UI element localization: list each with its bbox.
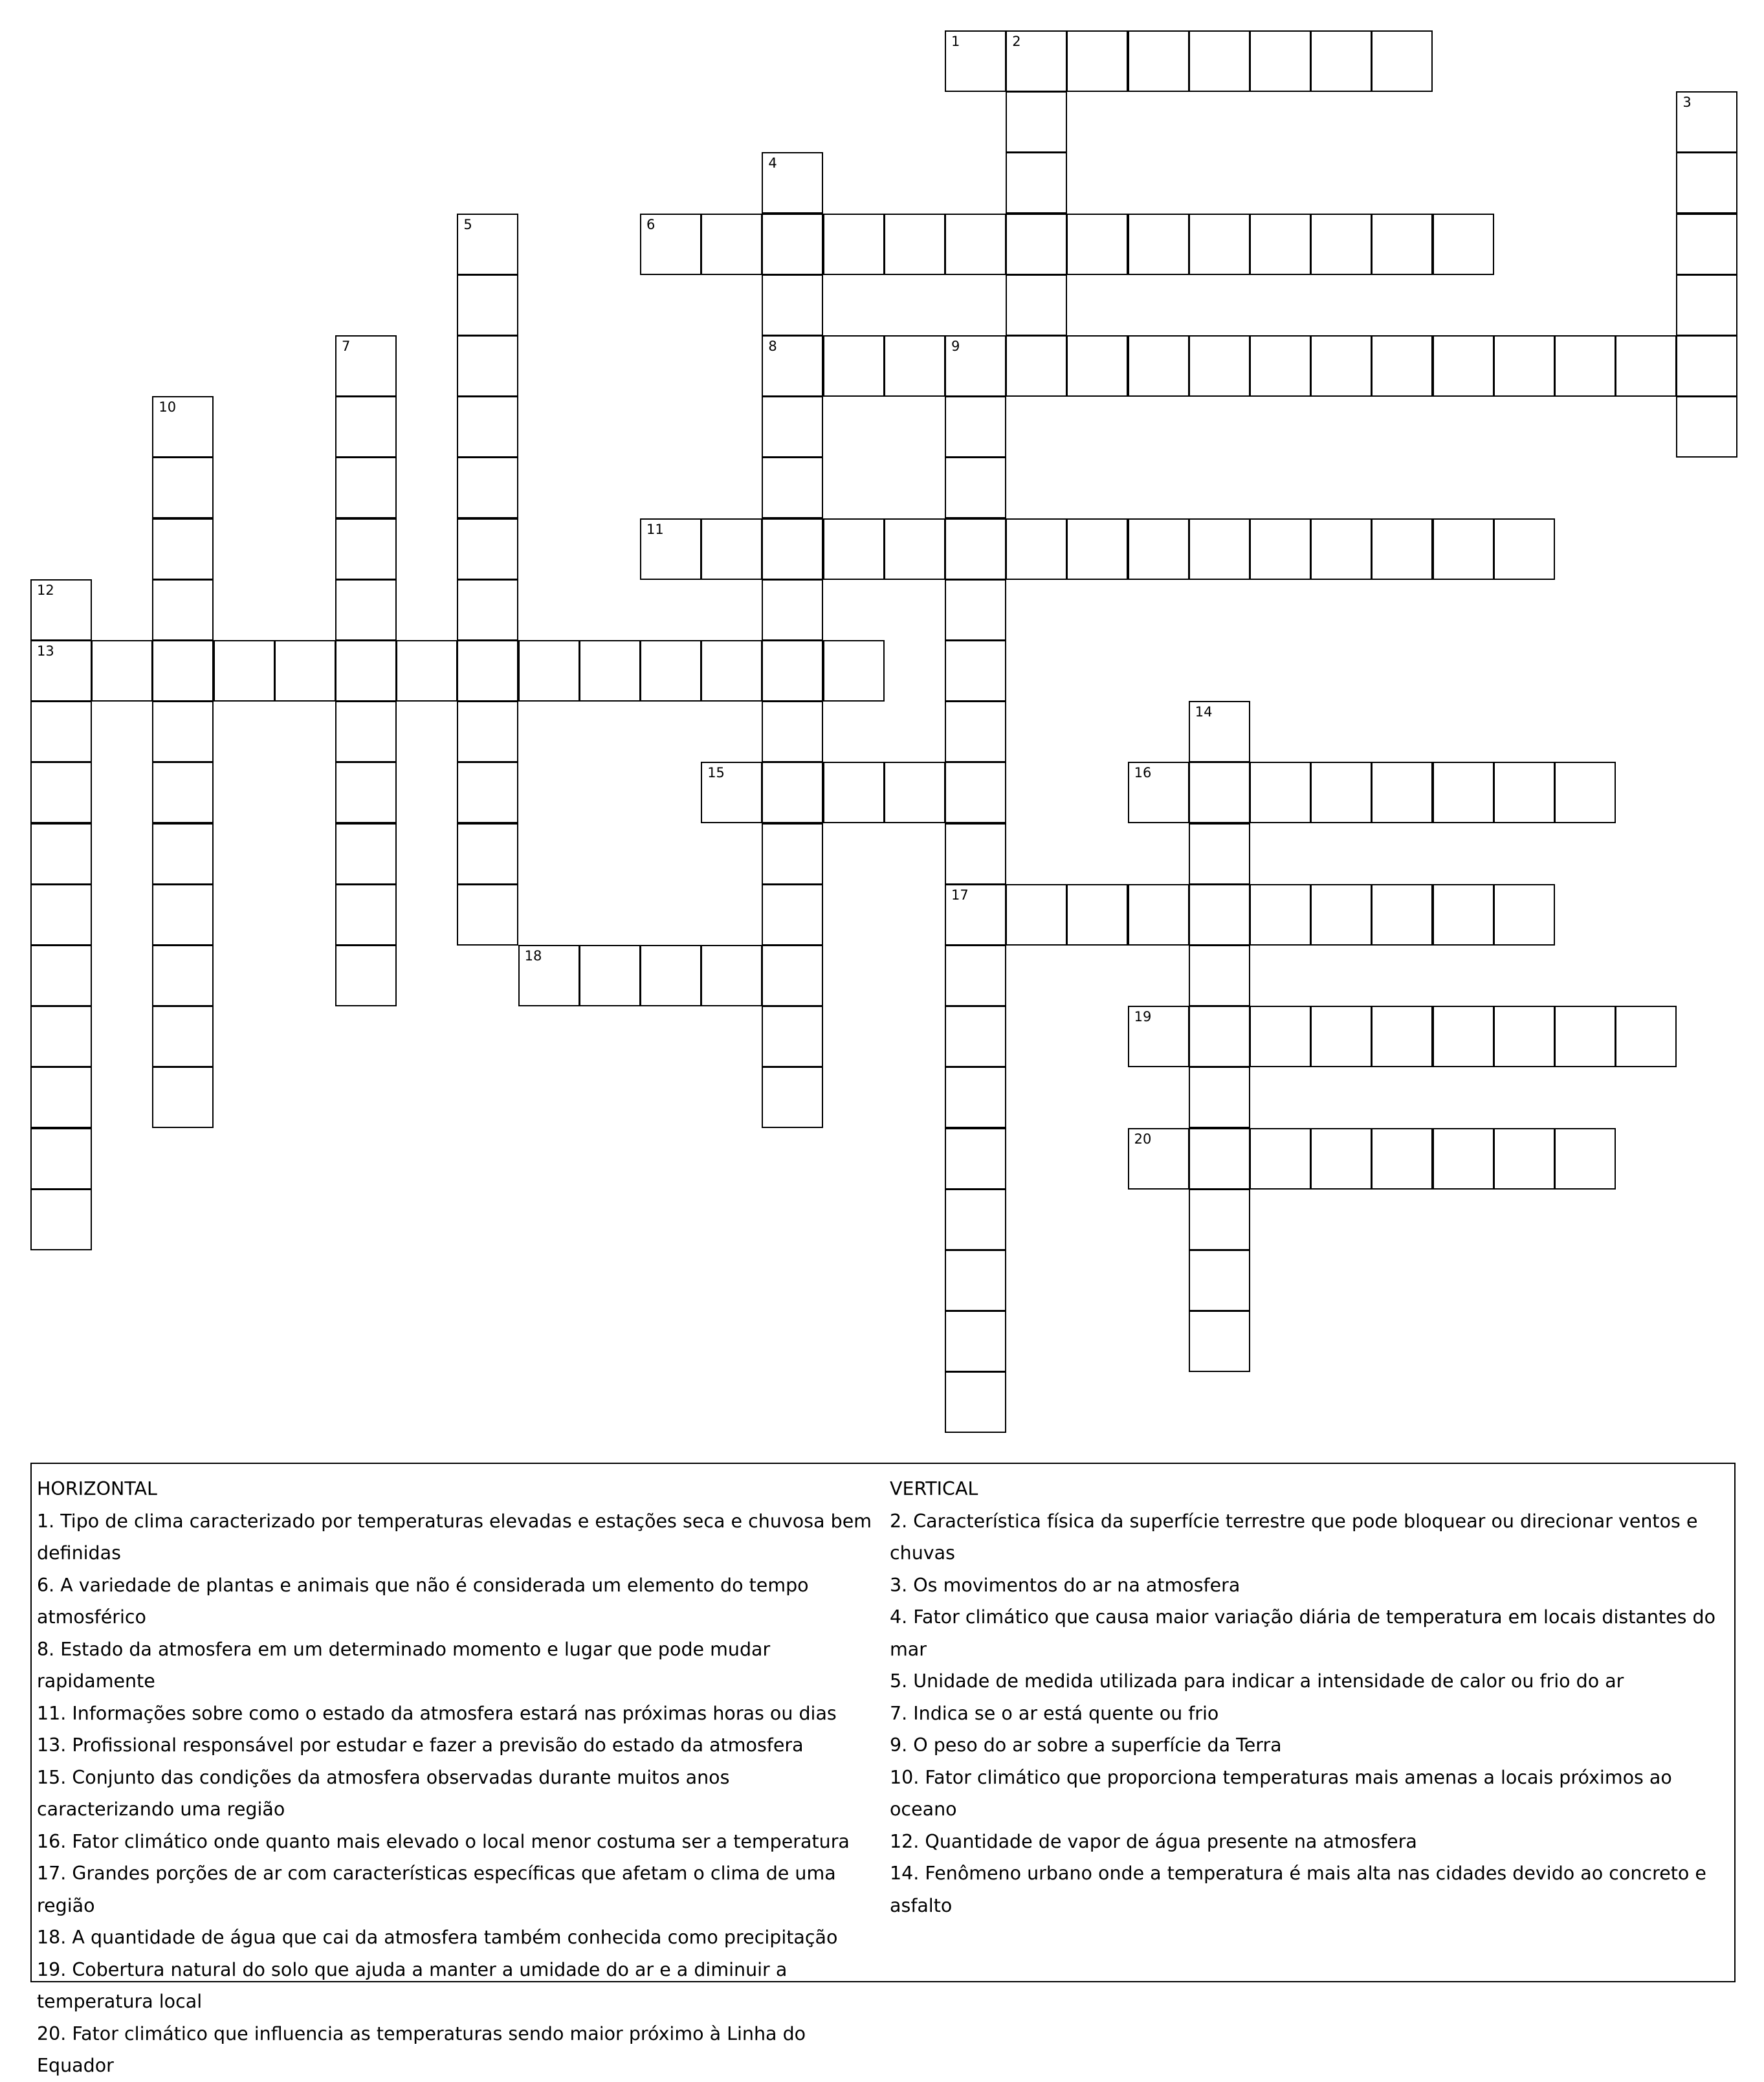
grid-cell[interactable] xyxy=(152,884,214,946)
grid-cell[interactable] xyxy=(1433,214,1494,275)
clue-number: 15 xyxy=(707,765,725,781)
clue-across-11: 11. Informações sobre como o estado da atmosfera estará nas próximas horas ou dias xyxy=(37,1702,837,1724)
grid-cell[interactable] xyxy=(335,396,397,458)
clue-across-13: 13. Profissional responsável por estudar e fazer a previsão do estado da atmosfera xyxy=(37,1734,804,1756)
grid-cell[interactable] xyxy=(1615,335,1677,397)
clue-number: 2 xyxy=(1012,34,1021,49)
grid-cell[interactable] xyxy=(640,214,701,275)
grid-cell[interactable] xyxy=(335,823,397,885)
grid-cell[interactable] xyxy=(1006,274,1067,336)
grid-cell[interactable] xyxy=(1433,1128,1494,1190)
grid-cell[interactable] xyxy=(1310,1006,1372,1067)
grid-cell[interactable] xyxy=(335,640,397,702)
grid-cell[interactable] xyxy=(457,457,518,518)
grid-cell[interactable] xyxy=(396,640,458,702)
grid-cell[interactable] xyxy=(1250,762,1311,823)
grid-cell[interactable] xyxy=(30,579,92,641)
grid-cell[interactable] xyxy=(1006,335,1067,397)
clue-number: 20 xyxy=(1134,1131,1152,1147)
grid-cell[interactable] xyxy=(1433,518,1494,580)
clue-across-1: 1. Tipo de clima caracterizado por temperaturas elevadas e estações seca e chuvosa bem definidas xyxy=(37,1510,872,1564)
grid-cell[interactable] xyxy=(945,30,1006,92)
clues-panel xyxy=(30,1463,1736,2076)
grid-cell[interactable] xyxy=(1189,30,1250,92)
clue-across-18: 18. A quantidade de água que cai da atmosfera também conhecida como precipitação xyxy=(37,1927,838,1948)
grid-cell[interactable] xyxy=(640,518,701,580)
grid-cell[interactable] xyxy=(945,518,1006,580)
clue-down-2: 2. Característica física da superfície terrestre que pode bloquear ou direcionar ventos e chuvas xyxy=(890,1510,1698,1564)
grid-cell[interactable] xyxy=(823,518,885,580)
grid-cell[interactable] xyxy=(152,640,214,702)
grid-cell[interactable] xyxy=(30,640,92,702)
clue-number: 3 xyxy=(1682,94,1692,111)
grid-cell[interactable] xyxy=(1310,884,1372,946)
grid-cell[interactable] xyxy=(1371,214,1433,275)
grid-cell[interactable] xyxy=(335,518,397,580)
grid-cell[interactable] xyxy=(152,762,214,823)
grid-cell[interactable] xyxy=(335,945,397,1006)
grid-cell[interactable] xyxy=(1371,762,1433,823)
grid-cell[interactable] xyxy=(701,214,762,275)
grid-cell[interactable] xyxy=(945,1006,1006,1067)
grid-cell[interactable] xyxy=(1676,214,1737,275)
grid-cell[interactable] xyxy=(884,214,945,275)
grid-cell[interactable] xyxy=(1676,152,1737,214)
grid-cell[interactable] xyxy=(1189,1128,1250,1190)
grid-cell[interactable] xyxy=(518,640,580,702)
grid-cell[interactable] xyxy=(1676,335,1737,397)
clue-across-16: 16. Fator climático onde quanto mais elevado o local menor costuma ser a temperatura xyxy=(37,1830,850,1852)
grid-cell[interactable] xyxy=(1494,1128,1555,1190)
grid-cell[interactable] xyxy=(1189,214,1250,275)
grid-cell[interactable] xyxy=(30,1128,92,1190)
grid-cell[interactable] xyxy=(945,214,1006,275)
grid-cell[interactable] xyxy=(457,884,518,946)
grid-cell[interactable] xyxy=(457,579,518,641)
clue-number: 13 xyxy=(37,643,54,659)
clue-across-17: 17. Grandes porções de ar com características específicas que afetam o clima de uma região xyxy=(37,1863,836,1916)
grid-cell[interactable] xyxy=(1371,335,1433,397)
grid-cell[interactable] xyxy=(945,1311,1006,1372)
grid-cell[interactable] xyxy=(945,1371,1006,1433)
grid-cell[interactable] xyxy=(457,701,518,762)
grid-cell[interactable] xyxy=(1128,214,1189,275)
grid-cell[interactable] xyxy=(1554,1006,1616,1067)
grid-cell[interactable] xyxy=(457,396,518,458)
grid-cell[interactable] xyxy=(1189,701,1250,762)
grid-cell[interactable] xyxy=(945,1128,1006,1190)
grid-cell[interactable] xyxy=(1189,518,1250,580)
grid-cell[interactable] xyxy=(1128,30,1189,92)
grid-cell[interactable] xyxy=(335,579,397,641)
grid-cell[interactable] xyxy=(152,701,214,762)
grid-cell[interactable] xyxy=(457,518,518,580)
grid-cell[interactable] xyxy=(945,701,1006,762)
grid-cell[interactable] xyxy=(1006,884,1067,946)
grid-cell[interactable] xyxy=(701,762,762,823)
grid-cell[interactable] xyxy=(1250,884,1311,946)
clue-number: 8 xyxy=(768,338,777,354)
grid-cell[interactable] xyxy=(152,945,214,1006)
grid-cell[interactable] xyxy=(457,335,518,397)
grid-cell[interactable] xyxy=(1310,1128,1372,1190)
grid-cell[interactable] xyxy=(1250,518,1311,580)
grid-cell[interactable] xyxy=(152,457,214,518)
grid-cell[interactable] xyxy=(152,579,214,641)
grid-cell[interactable] xyxy=(1006,152,1067,214)
grid-cell[interactable] xyxy=(457,823,518,885)
grid-cell[interactable] xyxy=(579,945,641,1006)
grid-cell[interactable] xyxy=(945,640,1006,702)
grid-cell[interactable] xyxy=(1250,1128,1311,1190)
grid-cell[interactable] xyxy=(762,762,823,823)
grid-cell[interactable] xyxy=(1371,1128,1433,1190)
grid-cell[interactable] xyxy=(1433,884,1494,946)
clue-across-15: 15. Conjunto das condições da atmosfera observadas durante muitos anos caracterizando uma região xyxy=(37,1766,730,1820)
grid-cell[interactable] xyxy=(884,762,945,823)
grid-cell[interactable] xyxy=(1189,1311,1250,1372)
grid-cell[interactable] xyxy=(335,457,397,518)
grid-cell[interactable] xyxy=(1371,30,1433,92)
grid-cell[interactable] xyxy=(30,701,92,762)
clue-across-6: 6. A variedade de plantas e animais que não é considerada um elemento do tempo atmosférico xyxy=(37,1574,809,1628)
grid-cell[interactable] xyxy=(1494,884,1555,946)
grid-cell[interactable] xyxy=(30,1006,92,1067)
clue-number: 4 xyxy=(768,155,777,172)
grid-cell[interactable] xyxy=(945,945,1006,1006)
clue-across-20: 20. Fator climático que influencia as temperaturas sendo maior próximo à Linha do Equador xyxy=(37,2022,806,2076)
grid-cell[interactable] xyxy=(1189,1006,1250,1067)
grid-cell[interactable] xyxy=(518,945,580,1006)
clue-down-3: 3. Os movimentos do ar na atmosfera xyxy=(890,1574,1240,1596)
grid-cell[interactable] xyxy=(152,518,214,580)
grid-cell[interactable] xyxy=(945,1250,1006,1311)
grid-cell[interactable] xyxy=(762,1006,823,1067)
grid-cell[interactable] xyxy=(1189,335,1250,397)
grid-cell[interactable] xyxy=(1371,1006,1433,1067)
grid-cell[interactable] xyxy=(1250,214,1311,275)
grid-cell[interactable] xyxy=(214,640,275,702)
grid-cell[interactable] xyxy=(1494,762,1555,823)
grid-cell[interactable] xyxy=(1554,762,1616,823)
clue-number: 10 xyxy=(159,399,177,415)
grid-cell[interactable] xyxy=(457,214,518,275)
grid-cell[interactable] xyxy=(335,335,397,397)
grid-cell[interactable] xyxy=(1310,335,1372,397)
vertical-clues xyxy=(890,1473,1731,1921)
grid-cell[interactable] xyxy=(1066,518,1128,580)
clue-number: 6 xyxy=(646,216,656,232)
grid-cell[interactable] xyxy=(335,762,397,823)
grid-cell[interactable] xyxy=(762,640,823,702)
grid-cell[interactable] xyxy=(1250,335,1311,397)
grid-cell[interactable] xyxy=(30,945,92,1006)
grid-cell[interactable] xyxy=(762,457,823,518)
grid-cell[interactable] xyxy=(1676,91,1737,153)
clue-number: 19 xyxy=(1134,1009,1152,1025)
grid-cell[interactable] xyxy=(1494,335,1555,397)
clue-number: 12 xyxy=(37,582,54,598)
clue-number: 7 xyxy=(342,338,351,354)
grid-cell[interactable] xyxy=(1250,30,1311,92)
grid-cell[interactable] xyxy=(945,884,1006,946)
grid-cell[interactable] xyxy=(945,1189,1006,1250)
grid-cell[interactable] xyxy=(1189,884,1250,946)
clue-down-7: 7. Indica se o ar está quente ou frio xyxy=(890,1702,1219,1724)
grid-cell[interactable] xyxy=(823,335,885,397)
grid-cell[interactable] xyxy=(1310,518,1372,580)
clue-down-12: 12. Quantidade de vapor de água presente na atmosfera xyxy=(890,1830,1417,1852)
grid-cell[interactable] xyxy=(762,335,823,397)
grid-cell[interactable] xyxy=(1433,762,1494,823)
clue-down-5: 5. Unidade de medida utilizada para indicar a intensidade de calor ou frio do ar xyxy=(890,1670,1624,1692)
grid-cell[interactable] xyxy=(1189,762,1250,823)
grid-cell[interactable] xyxy=(457,762,518,823)
clue-across-8: 8. Estado da atmosfera em um determinado momento e lugar que pode mudar rapidamente xyxy=(37,1638,771,1692)
grid-cell[interactable] xyxy=(1494,518,1555,580)
grid-cell[interactable] xyxy=(762,518,823,580)
grid-cell[interactable] xyxy=(1128,1006,1189,1067)
grid-cell[interactable] xyxy=(1615,1006,1677,1067)
grid-cell[interactable] xyxy=(1554,335,1616,397)
grid-cell[interactable] xyxy=(640,945,701,1006)
grid-cell[interactable] xyxy=(762,884,823,946)
grid-cell[interactable] xyxy=(1250,1006,1311,1067)
grid-cell[interactable] xyxy=(274,640,336,702)
grid-cell[interactable] xyxy=(1006,214,1067,275)
grid-cell[interactable] xyxy=(1006,518,1067,580)
grid-cell[interactable] xyxy=(762,701,823,762)
grid-cell[interactable] xyxy=(30,762,92,823)
clue-number: 9 xyxy=(951,338,960,354)
grid-cell[interactable] xyxy=(1433,335,1494,397)
grid-cell[interactable] xyxy=(335,884,397,946)
grid-cell[interactable] xyxy=(1676,274,1737,336)
grid-cell[interactable] xyxy=(762,945,823,1006)
grid-cell[interactable] xyxy=(152,396,214,458)
grid-cell[interactable] xyxy=(1189,823,1250,885)
grid-cell[interactable] xyxy=(1128,884,1189,946)
grid-cell[interactable] xyxy=(762,396,823,458)
clue-across-19: 19. Cobertura natural do solo que ajuda a manter a umidade do ar e a diminuir a temperatura local xyxy=(37,1958,788,2012)
grid-cell[interactable] xyxy=(1006,91,1067,153)
clue-number: 11 xyxy=(646,521,664,537)
grid-cell[interactable] xyxy=(1310,30,1372,92)
clue-down-14: 14. Fenômeno urbano onde a temperatura é mais alta nas cidades devido ao concreto e asfalto xyxy=(890,1863,1706,1916)
grid-cell[interactable] xyxy=(762,214,823,275)
grid-cell[interactable] xyxy=(884,518,945,580)
clue-number: 1 xyxy=(951,34,960,49)
grid-cell[interactable] xyxy=(823,762,885,823)
grid-cell[interactable] xyxy=(823,214,885,275)
grid-cell[interactable] xyxy=(1371,884,1433,946)
grid-cell[interactable] xyxy=(1128,762,1189,823)
grid-cell[interactable] xyxy=(1433,1006,1494,1067)
grid-cell[interactable] xyxy=(762,579,823,641)
grid-cell[interactable] xyxy=(945,335,1006,397)
grid-cell[interactable] xyxy=(1006,30,1067,92)
clue-number: 5 xyxy=(463,216,472,232)
grid-cell[interactable] xyxy=(30,1067,92,1128)
grid-cell[interactable] xyxy=(762,274,823,336)
grid-cell[interactable] xyxy=(823,640,885,702)
grid-cell[interactable] xyxy=(945,823,1006,885)
grid-cell[interactable] xyxy=(1128,335,1189,397)
grid-cell[interactable] xyxy=(1066,30,1128,92)
grid-cell[interactable] xyxy=(1189,1067,1250,1128)
grid-cell[interactable] xyxy=(579,640,641,702)
grid-cell[interactable] xyxy=(945,1067,1006,1128)
grid-cell[interactable] xyxy=(1066,335,1128,397)
grid-cell[interactable] xyxy=(1554,1128,1616,1190)
grid-cell[interactable] xyxy=(152,823,214,885)
grid-cell[interactable] xyxy=(640,640,701,702)
grid-cell[interactable] xyxy=(152,1067,214,1128)
vertical-heading: VERTICAL xyxy=(890,1478,978,1500)
grid-cell[interactable] xyxy=(30,823,92,885)
clue-down-4: 4. Fator climático que causa maior variação diária de temperatura em locais distantes do mar xyxy=(890,1606,1716,1660)
grid-cell[interactable] xyxy=(1371,518,1433,580)
grid-cell[interactable] xyxy=(762,823,823,885)
grid-cell[interactable] xyxy=(1128,1128,1189,1190)
grid-cell[interactable] xyxy=(701,640,762,702)
grid-cell[interactable] xyxy=(1066,214,1128,275)
clue-number: 16 xyxy=(1134,765,1152,781)
grid-cell[interactable] xyxy=(701,518,762,580)
grid-cell[interactable] xyxy=(1310,762,1372,823)
grid-cell[interactable] xyxy=(762,1067,823,1128)
grid-cell[interactable] xyxy=(701,945,762,1006)
grid-cell[interactable] xyxy=(91,640,153,702)
grid-cell[interactable] xyxy=(30,884,92,946)
grid-cell[interactable] xyxy=(1128,518,1189,580)
grid-cell[interactable] xyxy=(152,1006,214,1067)
clue-number: 18 xyxy=(524,948,542,964)
grid-cell[interactable] xyxy=(945,579,1006,641)
grid-cell[interactable] xyxy=(945,396,1006,458)
grid-cell[interactable] xyxy=(762,152,823,214)
grid-cell[interactable] xyxy=(1310,214,1372,275)
grid-cell[interactable] xyxy=(1676,396,1737,458)
clue-number: 14 xyxy=(1195,704,1213,720)
grid-cell[interactable] xyxy=(30,1189,92,1250)
grid-cell[interactable] xyxy=(1189,945,1250,1006)
clue-down-10: 10. Fator climático que proporciona temperaturas mais amenas a locais próximos ao oceano xyxy=(890,1766,1672,1820)
clue-number: 17 xyxy=(951,887,969,903)
horizontal-clues xyxy=(37,1473,872,2082)
horizontal-heading: HORIZONTAL xyxy=(37,1478,157,1500)
grid-cell[interactable] xyxy=(1189,1250,1250,1311)
grid-cell[interactable] xyxy=(1066,884,1128,946)
clue-down-9: 9. O peso do ar sobre a superfície da Terra xyxy=(890,1734,1282,1756)
grid-cell[interactable] xyxy=(945,762,1006,823)
grid-cell[interactable] xyxy=(945,457,1006,518)
grid-cell[interactable] xyxy=(1189,1189,1250,1250)
grid-cell[interactable] xyxy=(335,701,397,762)
grid-cell[interactable] xyxy=(1494,1006,1555,1067)
grid-cell[interactable] xyxy=(457,640,518,702)
grid-cell[interactable] xyxy=(884,335,945,397)
grid-cell[interactable] xyxy=(457,274,518,336)
